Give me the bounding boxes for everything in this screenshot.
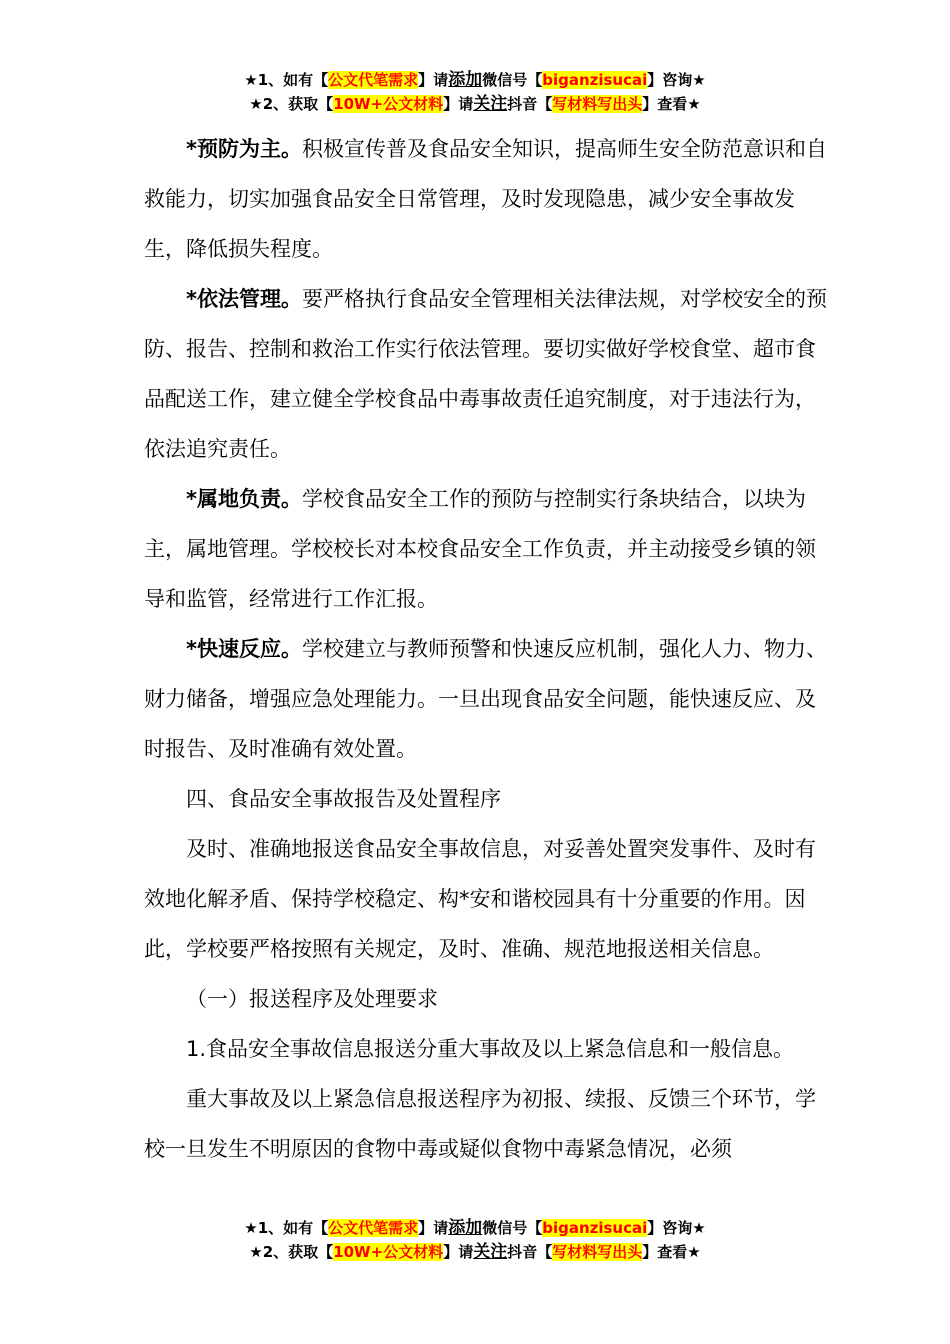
paragraph-lead: *预防为主。: [186, 137, 302, 161]
banner-text: 】查看★: [642, 1243, 701, 1261]
banner-highlight: 10W+公文材料: [333, 95, 444, 113]
banner-text: 】咨询★: [647, 1219, 706, 1237]
banner-text: 】请: [443, 1243, 474, 1261]
banner-text: ★1、如有【: [244, 71, 329, 89]
banner-highlight: 写材料写出头: [552, 1243, 643, 1261]
banner-text: 微信号【: [482, 71, 543, 89]
paragraph-text: 及时、准确地报送食品安全事故信息，对妥善处置突发事件、及时有效地化解矛盾、保持学校稳定、构*安和谐校园具有十分重要的作用。因此，学校要严格按照有关规定，及时、准确、规范地报送相关信息。: [144, 837, 816, 961]
paragraph: [144, 474, 834, 624]
footer-banner: [0, 1216, 950, 1264]
banner-highlight: 写材料写出头: [552, 95, 643, 113]
paragraph: [144, 124, 834, 274]
banner-line-2: [0, 92, 950, 116]
banner-text: 】请: [443, 95, 474, 113]
paragraph: [144, 1024, 834, 1074]
banner-highlight: 公文代笔需求: [328, 71, 419, 89]
banner-text: 】请: [418, 71, 449, 89]
banner-highlight: 10W+公文材料: [333, 1243, 444, 1261]
paragraph-text: 要严格执行食品安全管理相关法律法规，对学校安全的预防、报告、控制和救治工作实行依法管理。要切实做好学校食堂、超市食品配送工作，建立健全学校食品中毒事故责任追究制度，对于违法行为，依法追究责任。: [144, 287, 827, 461]
banner-text: 抖音【: [507, 1243, 553, 1261]
banner-text: 】请: [418, 1219, 449, 1237]
subsection-heading: [144, 974, 834, 1024]
banner-emphasis: 关注: [473, 1242, 508, 1262]
banner-line-1: [0, 1216, 950, 1240]
paragraph: [144, 1074, 834, 1174]
banner-text: 抖音【: [507, 95, 553, 113]
paragraph: [144, 824, 834, 974]
section-heading: [144, 774, 834, 824]
banner-text: ★2、获取【: [249, 95, 334, 113]
banner-text: 微信号【: [482, 1219, 543, 1237]
paragraph-lead: *依法管理。: [186, 287, 302, 311]
banner-line-1: [0, 68, 950, 92]
paragraph-text: 重大事故及以上紧急信息报送程序为初报、续报、反馈三个环节，学校一旦发生不明原因的食物中毒或疑似食物中毒紧急情况，必须: [144, 1087, 816, 1161]
banner-line-2: [0, 1240, 950, 1264]
banner-text: ★2、获取【: [249, 1243, 334, 1261]
paragraph-text: 学校建立与教师预警和快速反应机制，强化人力、物力、财力储备，增强应急处理能力。一旦出现食品安全问题，能快速反应、及时报告、及时准确有效处置。: [144, 637, 827, 761]
paragraph: [144, 624, 834, 774]
header-banner: [0, 68, 950, 116]
banner-text: 】查看★: [642, 95, 701, 113]
banner-emphasis: 添加: [448, 70, 483, 90]
paragraph: [144, 274, 834, 474]
banner-text: ★1、如有【: [244, 1219, 329, 1237]
banner-highlight: biganzisucai: [542, 1219, 648, 1237]
paragraph-text: （一）报送程序及处理要求: [186, 987, 438, 1011]
paragraph-lead: *属地负责。: [186, 487, 302, 511]
banner-emphasis: 添加: [448, 1218, 483, 1238]
paragraph-lead: *快速反应。: [186, 637, 302, 661]
banner-highlight: 公文代笔需求: [328, 1219, 419, 1237]
banner-emphasis: 关注: [473, 94, 508, 114]
paragraph-text: 四、食品安全事故报告及处置程序: [186, 787, 501, 811]
document-body: [144, 124, 834, 1174]
paragraph-text: 1.食品安全事故信息报送分重大事故及以上紧急信息和一般信息。: [186, 1037, 795, 1061]
banner-highlight: biganzisucai: [542, 71, 648, 89]
paragraph-text: 积极宣传普及食品安全知识，提高师生安全防范意识和自救能力，切实加强食品安全日常管理，及时发现隐患，减少安全事故发生，降低损失程度。: [144, 137, 827, 261]
paragraph-text: 学校食品安全工作的预防与控制实行条块结合，以块为主，属地管理。学校校长对本校食品安全工作负责，并主动接受乡镇的领导和监管，经常进行工作汇报。: [144, 487, 816, 611]
banner-text: 】咨询★: [647, 71, 706, 89]
